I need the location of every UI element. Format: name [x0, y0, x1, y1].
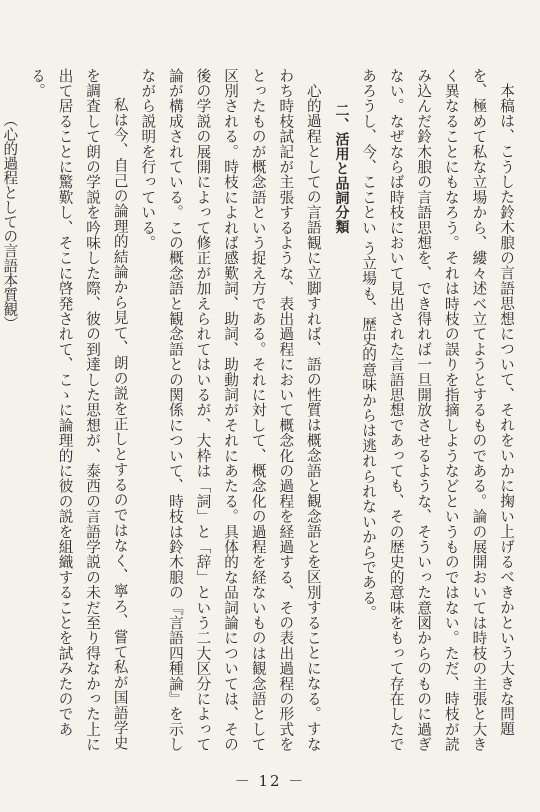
paragraph-intro: 本稿は、こうした鈴木朖の言語思想について、それをいかに掬い上げるべきかという大きな問題を、極めて私な立場から、縷々述べ立てようとするものである。論の展開おいては時枝の主張と大きく異なることにもなろう。それは時枝の誤りを指摘しようなどというものではない。ただ、時枝が読み込んだ鈴木朖の言語思想を、でき得れば一旦開放させるような、そういった意図からのものに過ぎない。なぜならば時枝において見出された言語思想であっても、その歴史的意味をもって存在したであろうし、今、こことい う立場も、歴史的意味からは逃れられないからである。: [360, 68, 515, 752]
section-heading: 二、活用と品詞分類: [333, 103, 350, 235]
quotation-source: （心的過程としての言語本質観）: [1, 111, 19, 331]
paragraph-concept-words: 心的過程としての言語観に立脚すれば、語の性質は概念語と観念語とを区別することになる。すなわち時枝試記が主張するような、表出過程において概念化の過程を経過する、その表出過程の形式をとったものが概念語という捉え方である。それに対して、概念化の過程を経ないものは観念語として区別される。時枝によれば感歎詞、助詞、助動詞がそれにあたる。具体的な品詞論については、その後の学説の展開によって修正が加えられてはいるが、大枠は「詞」と「辞」という二大区分によって論が構成されている。この概念語と観念語との関係について、時枝は鈴木朖の『言語四種論』を示しながら説明を行っている。: [139, 68, 322, 752]
body-text: [1, 68, 520, 758]
page-number: － 12 －: [234, 772, 306, 790]
quotation-block: 私は今、自己の論理的結論から見て、朗の説を正しとするのではなく、寧ろ、嘗て私が国語学史を調査して朗の学説を吟味した際、彼の到達した思想が、泰西の言語学説の未だ至り得なかった上に出て居ることに驚歎し、そこに啓発されて、こゝに論理的に彼の説を組織することを試みたのである。: [28, 68, 129, 752]
